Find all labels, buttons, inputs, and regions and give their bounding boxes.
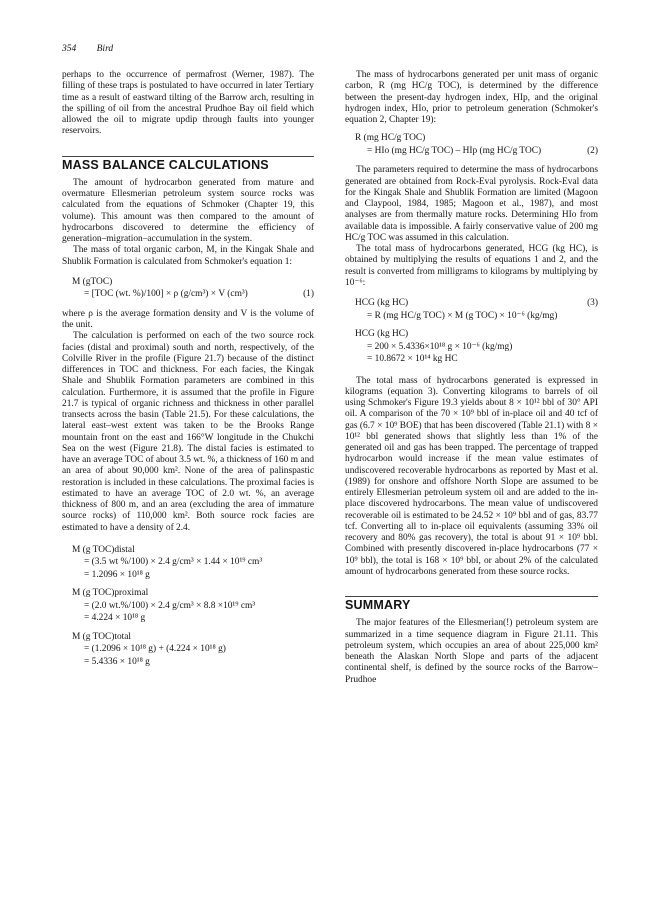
section-divider: [345, 596, 598, 597]
paragraph: The calculation is performed on each of the two source rock facies (distal and proximal) south and north, respectively, of the Colville River in the profile (Figure 21.7) because of the distinct differences in TOC and thickness. For each facies, the Kingak Shale and Shublik Formation parameters are combined in this calculation. Furthermore, it is assumed that the profile in Figure 21.7 is typical of organic richness and thickness in other parallel transects across the basin (Table 21.5). For these calculations, the lateral east–west extent was taken to be the Brooks Range mountain front on the east and 166°W longitude in the Chukchi Sea on the west (Figure 21.8). The distal facies is estimated to have an average TOC of about 3.5 wt. %, a thickness of 160 m and an area of about 90,000 km². None of the area of palinspastic restoration is included in these calculations. The proximal facies is estimated to have an average TOC of 2.0 wt. %, an average thickness of 800 m, and an area (excluding the area of immature source rocks) of 110,000 km². Both source rock facies are estimated to have a density of 2.4.: [62, 331, 314, 533]
equation-1-body: = [TOC (wt. %)/100] × ρ (g/cm³) × V (cm³): [84, 289, 248, 300]
equation-total-result: = 5.4336 × 10¹⁸ g: [84, 656, 150, 667]
equation-4-rhs: = 200 × 5.4336×10¹⁸ g × 10⁻⁶ (kg/mg): [367, 341, 513, 352]
equation-proximal-lhs: M (g TOC)proximal: [72, 588, 149, 599]
equation-2-body: = HIo (mg HC/g TOC) – HIp (mg HC/g TOC): [367, 145, 542, 156]
equation-proximal-result: = 4.224 × 10¹⁸ g: [84, 613, 146, 624]
equation-1-rhs: [62, 288, 314, 301]
paragraph-intro: perhaps to the occurrence of permafrost (Werner, 1987). The filling of these traps is postulated to have occurred in later Tertiary time as a result of eastward tilting of the Barrow arch, resulting in the spilling of oil from the ancestral Prudhoe Bay oil field which allowed the oil to migrate updip through faults into younger reservoirs.: [62, 70, 314, 137]
section-heading-mass-balance: MASS BALANCE CALCULATIONS: [62, 157, 269, 172]
page-number: 354: [62, 44, 77, 54]
equation-2-lhs: R (mg HC/g TOC): [355, 133, 426, 144]
equation-4-lhs: HCG (kg HC): [355, 329, 409, 339]
section-heading-summary: SUMMARY: [345, 598, 411, 612]
right-column: [345, 70, 598, 686]
equation-4-result: = 10.8672 × 10¹⁴ kg HC: [367, 354, 458, 364]
left-column: [62, 70, 314, 668]
equation-1-number: (1): [303, 289, 314, 300]
section-divider: [62, 156, 314, 157]
paragraph: The total mass of hydrocarbons generated is expressed in kilograms (equation 3). Converting kilograms to barrels of oil using Schmoker's Figure 19.3 yields about 8 × 10¹² bbl of 30° API oil. A comparison of the 70 × 10⁹ bbl of in-place oil and 40 tcf of gas (6.7 × 10⁹ BOE) that has been discovered (Table 21.1) with 8 × 10¹² bbl generated shows that slightly less than 1% of the generated oil and gas has been trapped. The percentage of trapped hydrocarbon would increase if the mean value estimates of undiscovered recoverable hydrocarbons as reported by Mast et al. (1989) for onshore and offshore North Slope are assumed to be entirely Ellesmerian petroleum system oil and are added to the in-place discovered hydrocarbons. The mean value of undiscovered recoverable oil is estimated to be 24.52 × 10⁹ bbl and of gas, 83.77 tcf. Converting all to in-place oil equivalents (assuming 33% oil recovery and 80% gas recovery), the total is about 91 × 10⁹ bbl. Combined with presently discovered in-place hydrocarbons (77 × 10⁹ bbl), the total is 168 × 10⁹ bbl, or about 2% of the calculated amount of hydrocarbons generated from these source rocks.: [345, 375, 598, 577]
equation-2-number: (2): [587, 145, 598, 156]
equation-3-number: (3): [587, 298, 598, 308]
equation-distal-lhs: M (g TOC)distal: [72, 544, 135, 555]
equation-proximal-rhs: = (2.0 wt.%/100) × 2.4 g/cm³ × 8.8 ×10¹⁹ cm³: [84, 600, 256, 611]
equation-3-rhs: = R (mg HC/g TOC) × M (g TOC) × 10⁻⁶ (kg/mg): [367, 310, 558, 321]
paragraph: The amount of hydrocarbon generated from mature and overmature Ellesmerian petroleum system source rocks was calculated from the equations of Schmoker (Chapter 19, this volume). This amount was then compared to the amount of hydrocarbons discovered to determine the efficiency of generation–migration–accumulation in the system.: [62, 177, 314, 244]
equation-total-lhs: M (g TOC)total: [72, 631, 132, 642]
equation-distal-rhs: = (3.5 wt %/100) × 2.4 g/cm³ × 1.44 × 10¹⁹ cm³: [84, 557, 263, 568]
equation-distal-result: = 1.2096 × 10¹⁸ g: [84, 569, 150, 580]
paragraph: The major features of the Ellesmerian(!) petroleum system are summarized in a time sequence diagram in Figure 21.11. This petroleum system, which occupies an area of about 225,000 km² beneath the Alaskan North Slope and parts of the adjacent continental shelf, is defined by the source rocks of the Barrow–Prudhoe: [345, 618, 598, 685]
running-header: [62, 44, 113, 54]
running-title: Bird: [96, 44, 114, 54]
paragraph: The parameters required to determine the mass of hydrocarbons generated are obtained from Rock-Eval pyrolysis. Rock-Eval data for the Kingak Shale and Shublik Formation are limited (Magoon and Claypool, 1984, 1985; Magoon et al., 1987), and most analyses are from thermally mature rocks. Determining HIo from available data is impossible. A fairly conservative value of 200 mg HC/g TOC was assumed in this calculation.: [345, 165, 598, 243]
equation-3-lhs: [345, 297, 598, 310]
paragraph: The mass of total organic carbon, M, in the Kingak Shale and Shublik Formation is calculated from Schmoker's equation 1:: [62, 245, 314, 267]
equation-1-lhs: M (gTOC): [72, 276, 113, 287]
equation-3-label: HCG (kg HC): [355, 298, 409, 308]
paragraph: where ρ is the average formation density and V is the volume of the unit.: [62, 308, 314, 330]
paragraph: The mass of hydrocarbons generated per unit mass of organic carbon, R (mg HC/g TOC), is determined by the difference between the present-day hydrogen index, HIp, and the original hydrogen index, HIo, prior to petroleum generation (Schmoker's equation 2, Chapter 19):: [345, 70, 598, 125]
paragraph: The total mass of hydrocarbons generated, HCG (kg HC), is obtained by multiplying the results of equations 1 and 2, and the result is converted from milligrams to kilograms by multiplying by 10⁻⁶:: [345, 244, 598, 288]
equation-total-rhs: = (1.2096 × 10¹⁸ g) + (4.224 × 10¹⁸ g): [84, 644, 226, 655]
equation-2-rhs: [345, 145, 598, 158]
